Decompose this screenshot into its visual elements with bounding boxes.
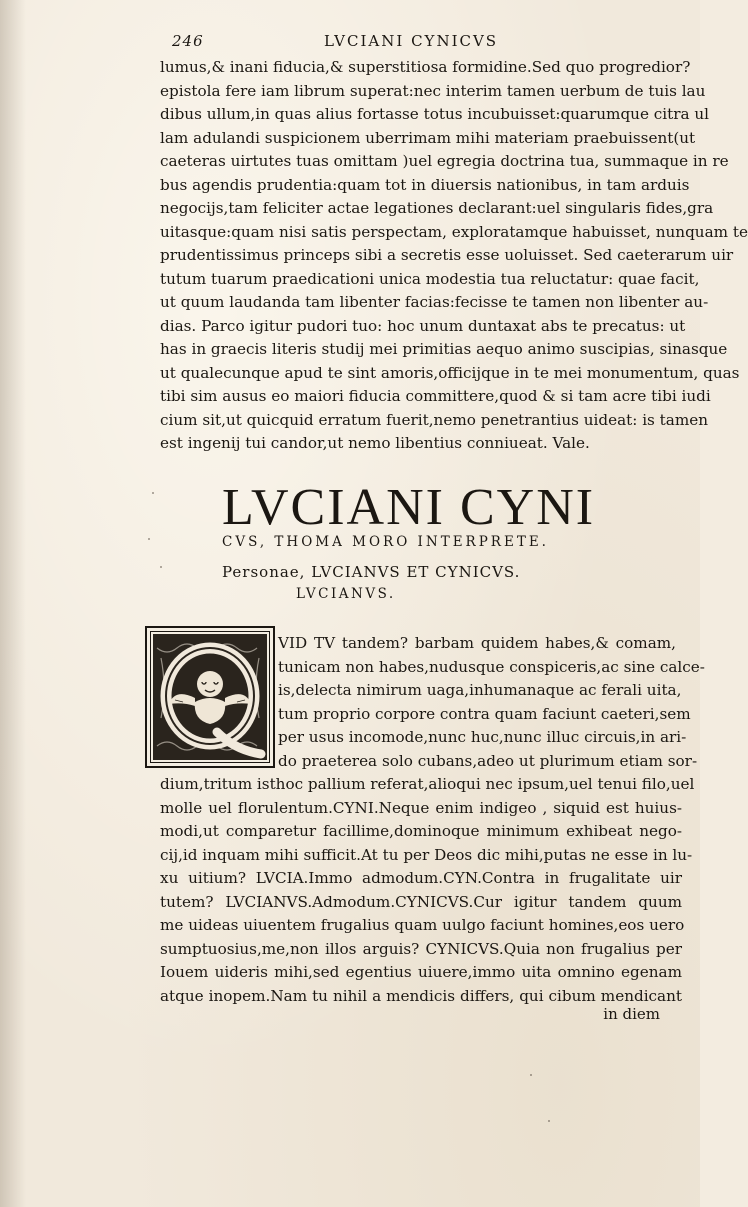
dialogue-line: is,delecta nimirum uaga,inhumanaque ac ferali uita, [278, 681, 682, 699]
epistle-line: lam adulandi suspicionem uberrimam mihi materiam praebuissent(ut [160, 128, 696, 147]
speaker-heading: LVCIANVS. [296, 586, 396, 602]
dialogue-line: sumptuosius,me,non illos arguis? CYNICVS.Quia non frugalius per [160, 939, 682, 958]
epistle-line: tibi sim ausus eo maiori fiducia committere,quod & si tam acre tibi iudi [160, 387, 711, 405]
epistle-line: tutum tuarum praedicationi unica modestia tua reluctatur: quae facit, [160, 269, 700, 288]
epistle-line: cium sit,ut quicquid erratum fuerit,nemo penetrantius uideat: is tamen [160, 410, 709, 429]
ink-speck [548, 1120, 550, 1122]
dialogue-line: cij,id inquam mihi sufficit.At tu per Deos dic mihi,putas ne esse in lu- [160, 845, 693, 864]
dialogue-body [160, 773, 695, 1008]
dialogue-line: per usus incomode,nunc huc,nunc illuc circuis,in ari- [278, 728, 687, 746]
dialogue-line: VID TV tandem? barbam quidem habes,& comam, [278, 634, 676, 652]
epistle-line: lumus,& inani fiducia,& superstitiosa formidine.Sed quo progredior? [160, 58, 691, 76]
woodcut-initial-q-icon [147, 628, 273, 766]
catchword: in diem [603, 1005, 660, 1023]
dialogue-line: Iouem uideris mihi,sed egentius uiuere,immo uita omnino egenam [160, 963, 682, 981]
ink-speck [530, 1074, 532, 1076]
dialogue-line: tum proprio corpore contra quam faciunt caeteri,sem [278, 704, 691, 723]
epistle-line: epistola fere iam librum superat:nec interim tamen uerbum de tuis lau [160, 81, 706, 100]
page-number: 246 [172, 32, 204, 50]
decorated-initial-icon [145, 626, 275, 768]
epistle-text [160, 56, 748, 456]
section-subtitle: CVS, THOMA MORO INTERPRETE. [222, 534, 549, 550]
dialogue-line: atque inopem.Nam tu nihil a mendicis differs, qui cibum mendicant [160, 986, 682, 1005]
epistle-line: dias. Parco igitur pudori tuo: hoc unum duntaxat abs te precatus: ut [160, 316, 686, 335]
dialogue-line: modi,ut comparetur facillime,dominoque minimum exhibeat nego- [160, 822, 682, 840]
dialogue-line: tunicam non habes,nudusque conspiceris,ac sine calce- [278, 657, 705, 676]
epistle-line: prudentissimus princeps sibi a secretis esse uoluisset. Sed caeterarum uir [160, 246, 734, 264]
dialogue-line: do praeterea solo cubans,adeo ut plurimum etiam sor- [278, 751, 698, 770]
epistle-line: bus agendis prudentia:quam tot in diuersis nationibus, in tam arduis [160, 175, 690, 194]
ink-speck [160, 566, 162, 568]
epistle-line-closing: est ingenij tui candor,ut nemo libentius conniueat. Vale. [160, 434, 590, 452]
running-title: LVCIANI CYNICVS [324, 32, 499, 50]
epistle-line: uitasque:quam nisi satis perspectam, exploratamque habuisset, nunquam te [160, 222, 748, 241]
dialogue-line: dium,tritum isthoc pallium referat,alioqui nec ipsum,uel tenui filo,uel [160, 775, 695, 793]
ink-speck [148, 538, 150, 540]
epistle-line: negocijs,tam feliciter actae legationes declarant:uel singularis fides,gra [160, 199, 714, 217]
epistle-line: has in graecis literis studij mei primitias aequo animo suscipias, sinasque [160, 340, 728, 358]
dialogue-line: xu uitium? LVCIA.Immo admodum.CYN.Contra in frugalitate uir [160, 869, 682, 887]
epistle-line: dibus ullum,in quas alius fortasse totus incubuisset:quarumque citra ul [160, 105, 710, 123]
gutter-shadow [0, 0, 26, 1207]
dialogue-line: tutem? LVCIANVS.Admodum.CYNICVS.Cur igitur tandem quum [160, 892, 682, 911]
running-head [172, 32, 550, 54]
section-title: LVCIANI CYNI [222, 479, 596, 536]
epistle-line: ut quum laudanda tam libenter facias:fecisse te tamen non libenter au- [160, 293, 709, 311]
persons-line: Personae, LVCIANVS ET CYNICVS. [222, 563, 521, 581]
ink-speck [152, 492, 154, 494]
dialogue-line: molle uel florulentum.CYNI.Neque enim indigeo , siquid est huius- [160, 798, 682, 817]
dialogue-opening [278, 632, 705, 773]
epistle-line: ut qualecunque apud te sint amoris,officijque in te mei monumentum, quas [160, 363, 740, 382]
epistle-line: caeteras uirtutes tuas omittam )uel egregia doctrina tua, summaque in re [160, 152, 729, 170]
dialogue-line: me uideas uiuentem frugalius quam uulgo faciunt homines,eos uero [160, 916, 685, 934]
